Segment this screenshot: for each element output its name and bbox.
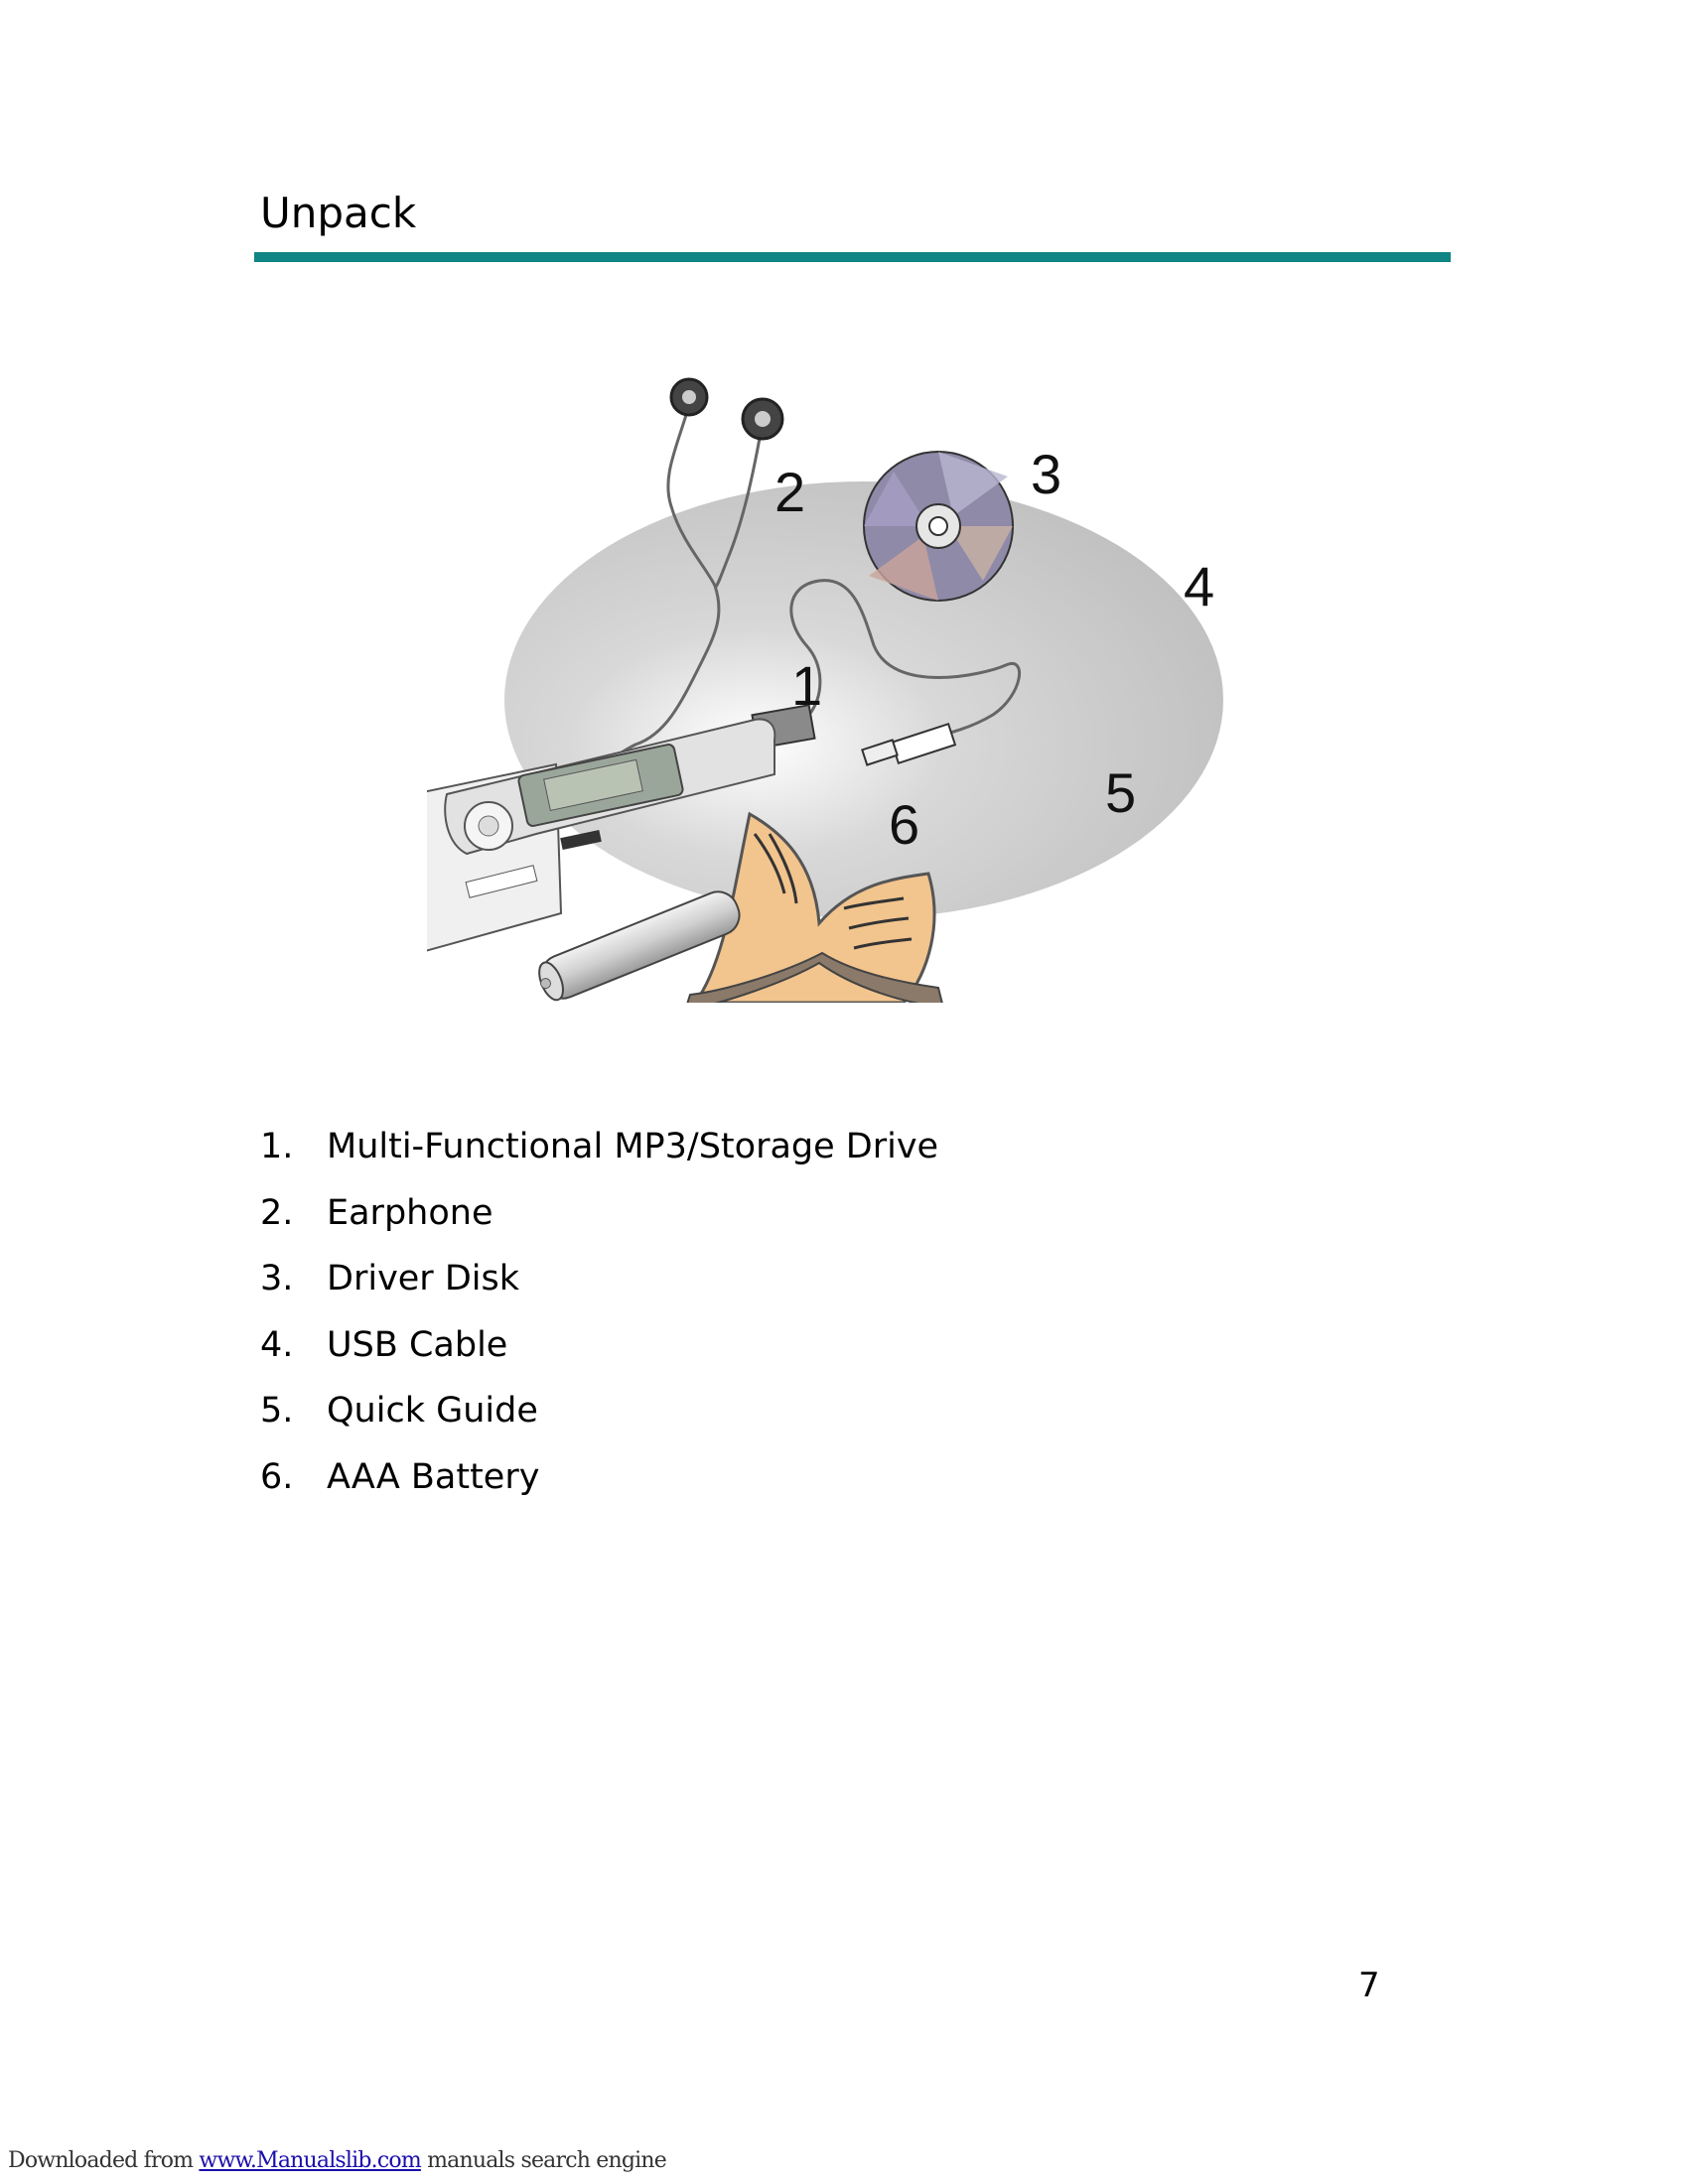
footer-suffix: manuals search engine: [420, 2148, 666, 2173]
list-item: [260, 1391, 938, 1457]
callout-2: 2: [774, 461, 806, 523]
title-rule: [254, 252, 1451, 262]
callout-3: 3: [1031, 443, 1062, 505]
download-footer: [8, 2148, 666, 2173]
list-item-number: 3.: [260, 1259, 294, 1298]
list-item-number: 4.: [260, 1324, 294, 1365]
list-item-label: AAA Battery: [327, 1456, 540, 1497]
driver-disk-image: [864, 452, 1013, 601]
list-item-label: Multi-Functional MP3/Storage Drive: [327, 1127, 939, 1166]
list-item-number: 2.: [260, 1192, 294, 1233]
callout-4: 4: [1184, 555, 1215, 617]
callout-6: 6: [889, 793, 920, 856]
list-item-label: USB Cable: [327, 1324, 508, 1365]
list-item-number: 6.: [260, 1456, 294, 1497]
list-item-label: Earphone: [327, 1192, 493, 1233]
footer-prefix: Downloaded from: [8, 2148, 200, 2173]
list-item-label: Driver Disk: [327, 1259, 520, 1298]
list-item-label: Quick Guide: [327, 1391, 538, 1431]
page-number: 7: [1358, 1966, 1380, 2005]
list-item: [260, 1127, 938, 1193]
list-item-number: 5.: [260, 1391, 294, 1431]
page-title: Unpack: [260, 189, 417, 237]
list-item: [260, 1193, 938, 1260]
package-contents-illustration: [427, 367, 1291, 1003]
package-contents-list: [260, 1127, 938, 1523]
backdrop-ellipse: [504, 481, 1223, 918]
manualslib-link[interactable]: www.Manualslib.com: [199, 2148, 421, 2173]
callout-5: 5: [1105, 761, 1137, 824]
callout-1: 1: [791, 654, 823, 717]
list-item-number: 1.: [260, 1127, 294, 1166]
list-item: [260, 1259, 938, 1325]
list-item: [260, 1325, 938, 1392]
list-item: [260, 1457, 938, 1524]
